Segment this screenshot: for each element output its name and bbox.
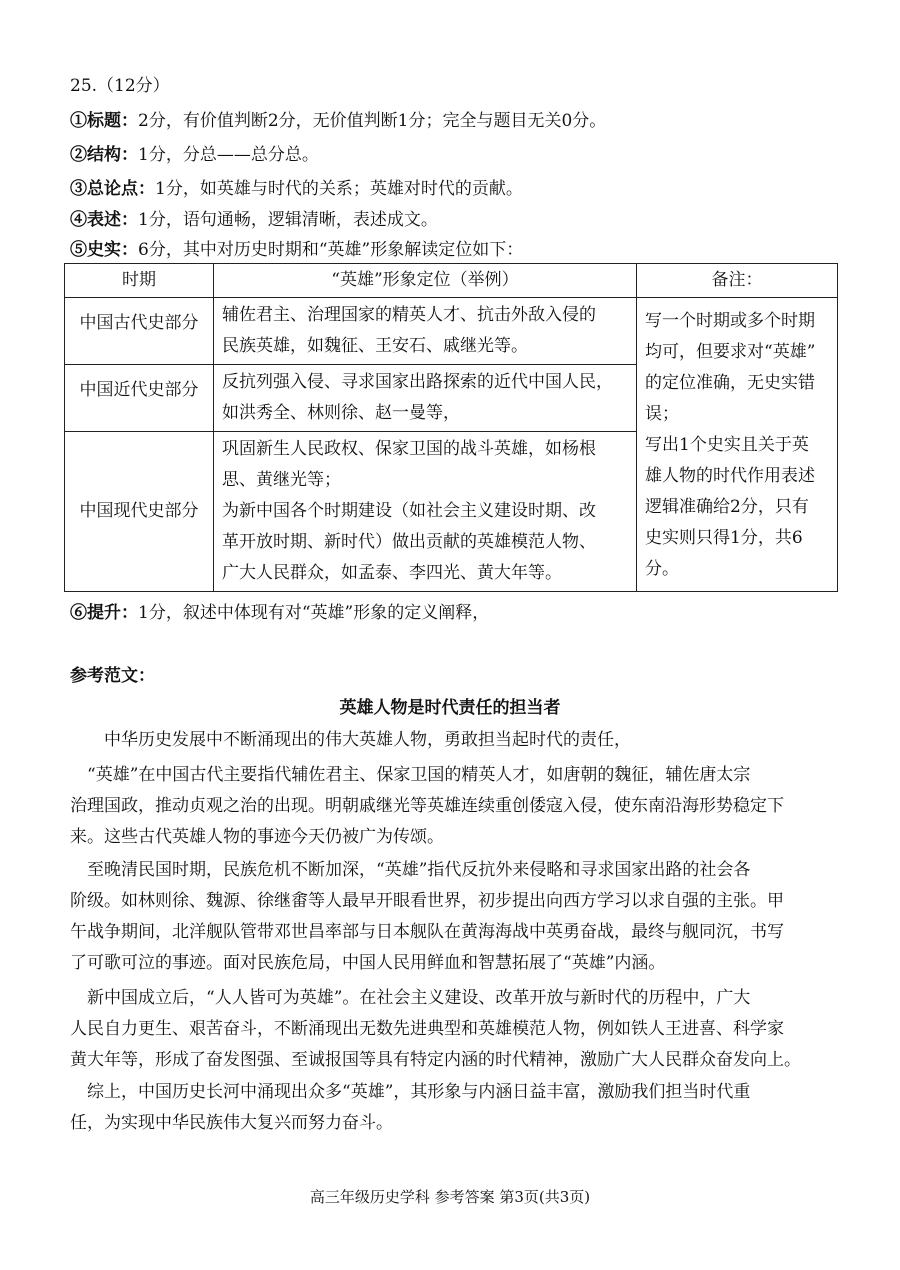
criterion-label: ①标题： <box>70 111 138 131</box>
definition-line: 广大人民群众，如孟泰、李四光、黄大年等。 <box>222 563 562 583</box>
definition-line: 辅佐君主、治理国家的精英人才、抗击外敌入侵的 <box>222 305 596 325</box>
essay-title: 英雄人物是时代责任的担当者 <box>339 698 561 718</box>
note-line: 误； <box>645 404 679 424</box>
note-line: 写出1个史实且关于英 <box>645 435 809 455</box>
criterion-thesis <box>70 177 523 201</box>
sample-essay-heading: 参考范文： <box>70 666 155 686</box>
essay-line: 阶级。如林则徐、魏源、徐继畬等人最早开眼看世界，初步提出向西方学习以求自强的主张。甲 <box>70 891 784 911</box>
essay-line: 了可歌可泣的事迹。面对民族危局，中国人民用鲜血和智慧拓展了“英雄”内涵。 <box>70 953 666 973</box>
essay-line: “英雄”在中国古代主要指代辅佐君主、保家卫国的精英人才，如唐朝的魏征，辅佐唐太宗 <box>70 765 751 785</box>
criterion-text: 1分，语句通畅，逻辑清晰，表述成文。 <box>138 210 438 230</box>
definition-line: 巩固新生人民政权、保家卫国的战斗英雄，如杨根 <box>222 439 596 459</box>
note-line: 的定位准确，无史实错 <box>645 373 815 393</box>
criterion-text: 1分，如英雄与时代的关系；英雄对时代的贡献。 <box>155 179 523 199</box>
criterion-text: 1分，分总——总分总。 <box>138 145 319 165</box>
essay-line: 新中国成立后，“人人皆可为英雄”。在社会主义建设、改革开放与新时代的历程中，广大 <box>70 988 751 1008</box>
table-row <box>65 298 838 365</box>
essay-line: 综上，中国历史长河中涌现出众多“英雄”，其形象与内涵日益丰富，激励我们担当时代重 <box>70 1082 751 1102</box>
header-notes: 备注： <box>637 264 838 298</box>
essay-line: 黄大年等，形成了奋发图强、至诚报国等具有特定内涵的时代精神，激励广大人民群众奋发向上。 <box>70 1050 801 1070</box>
definition-cell <box>214 298 637 365</box>
criterion-label: ⑤史实： <box>70 240 138 260</box>
essay-paragraph <box>70 1077 840 1139</box>
hero-definition-table <box>64 263 838 592</box>
essay-line: 治理国政，推动贞观之治的出现。明朝戚继光等英雄连续重创倭寇入侵，使东南沿海形势稳定下 <box>70 796 784 816</box>
notes-cell <box>637 298 838 592</box>
note-line: 均可，但要求对“英雄” <box>645 342 816 362</box>
essay-paragraph <box>70 855 840 979</box>
criterion-expression <box>70 208 438 232</box>
definition-line: 民族英雄，如魏征、王安石、戚继光等。 <box>222 336 528 356</box>
criterion-label: ②结构： <box>70 145 138 165</box>
essay-paragraph <box>70 983 840 1076</box>
criterion-facts <box>70 238 523 262</box>
period-cell: 中国现代史部分 <box>65 432 214 592</box>
criterion-title <box>70 109 606 133</box>
page-footer: 高三年级历史学科 参考答案 第3页(共3页) <box>309 1188 591 1206</box>
criterion-label: ③总论点： <box>70 179 155 199</box>
note-line: 史实则只得1分，共6 <box>645 528 803 548</box>
essay-line: 人民自力更生、艰苦奋斗，不断涌现出无数先进典型和英雄模范人物，例如铁人王进喜、科学家 <box>70 1019 784 1039</box>
definition-line: 思、黄继光等； <box>222 470 341 490</box>
criterion-text: 6分，其中对历史时期和“英雄”形象解读定位如下： <box>138 240 524 260</box>
definition-line: 反抗列强入侵、寻求国家出路探索的近代中国人民， <box>222 372 613 392</box>
essay-line: 来。这些古代英雄人物的事迹今天仍被广为传颂。 <box>70 827 444 847</box>
criterion-structure <box>70 143 319 167</box>
definition-cell <box>214 365 637 432</box>
period-cell: 中国近代史部分 <box>65 365 214 432</box>
criterion-elevation <box>70 601 489 625</box>
criterion-label: ⑥提升： <box>70 603 138 623</box>
question-number: 25.（12分） <box>70 76 170 96</box>
essay-paragraph <box>70 725 840 756</box>
essay-line: 至晚清民国时期，民族危机不断加深，“英雄”指代反抗外来侵略和寻求国家出路的社会各 <box>70 860 751 880</box>
essay-line: 午战争期间，北洋舰队管带邓世昌率部与日本舰队在黄海海战中英勇奋战，最终与舰同沉，书写 <box>70 922 784 942</box>
essay-paragraph <box>70 760 840 853</box>
criterion-text: 1分，叙述中体现有对“英雄”形象的定义阐释， <box>138 603 490 623</box>
criterion-text: 2分，有价值判断2分，无价值判断1分；完全与题目无关0分。 <box>138 111 607 131</box>
criterion-label: ④表述： <box>70 210 138 230</box>
note-line: 写一个时期或多个时期 <box>645 311 815 331</box>
table-header-row <box>65 264 838 298</box>
note-line: 雄人物的时代作用表述 <box>645 466 815 486</box>
period-cell: 中国古代史部分 <box>65 298 214 365</box>
definition-cell <box>214 432 637 592</box>
definition-line: 为新中国各个时期建设（如社会主义建设时期、改 <box>222 501 596 521</box>
header-definition: “英雄”形象定位（举例） <box>214 264 637 298</box>
essay-line: 中华历史发展中不断涌现出的伟大英雄人物，勇敢担当起时代的责任， <box>70 730 631 750</box>
definition-line: 革开放时期、新时代）做出贡献的英雄模范人物、 <box>222 532 596 552</box>
note-line: 逻辑准确给2分，只有 <box>645 497 809 517</box>
definition-line: 如洪秀全、林则徐、赵一曼等， <box>222 403 460 423</box>
header-period: 时期 <box>65 264 214 298</box>
essay-line: 任，为实现中华民族伟大复兴而努力奋斗。 <box>70 1113 393 1133</box>
note-line: 分。 <box>645 559 679 579</box>
